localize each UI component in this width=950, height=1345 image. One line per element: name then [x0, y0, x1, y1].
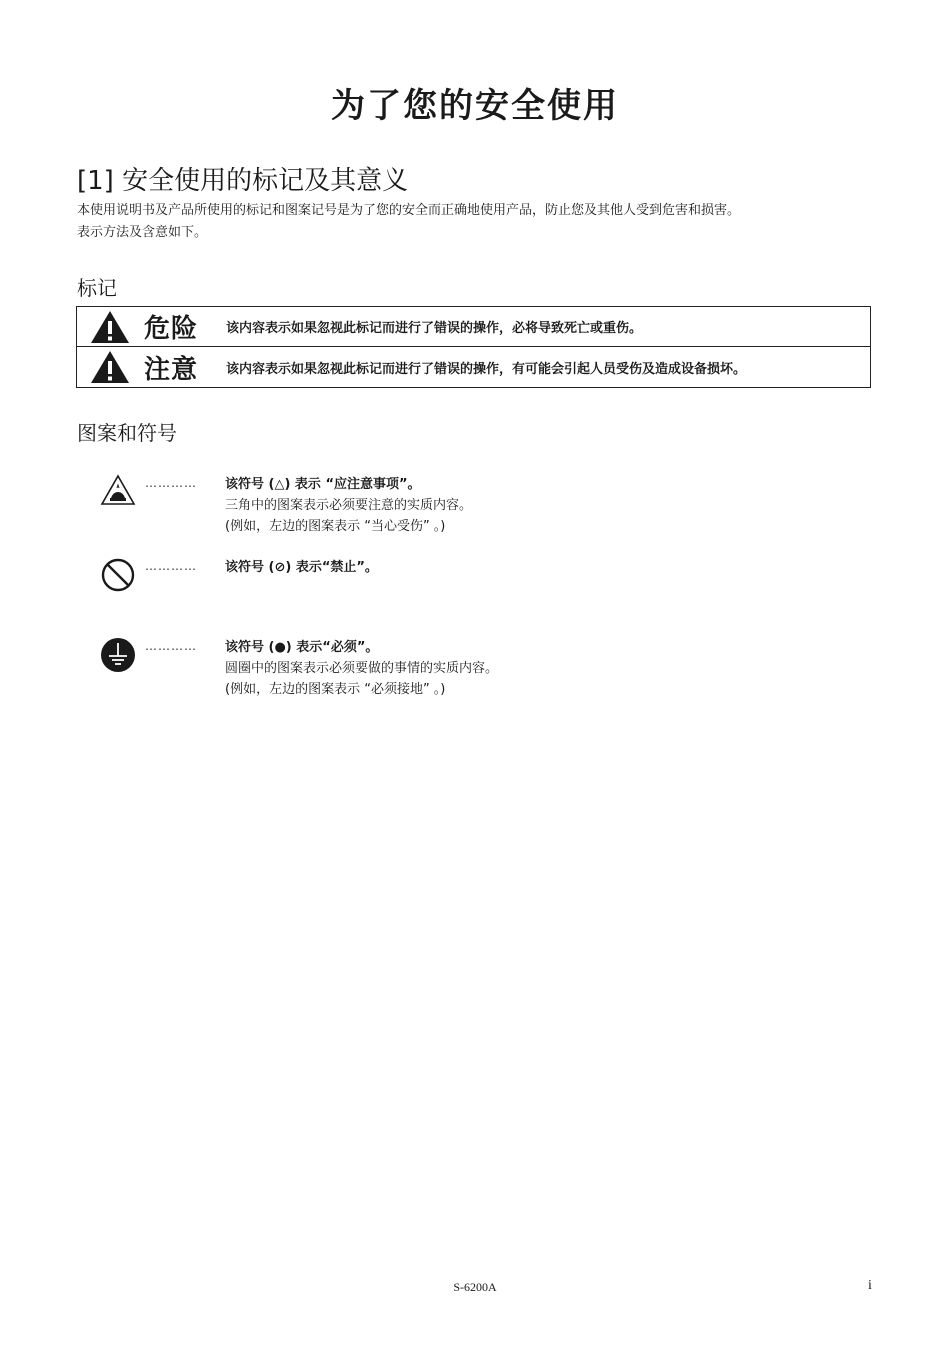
intro-line: 表示方法及含意如下。 [77, 225, 208, 240]
signal-row-danger [77, 307, 870, 347]
section-heading: [1] 安全使用的标记及其意义 [77, 166, 409, 196]
ground-mandatory-icon [100, 637, 136, 673]
intro-paragraph [77, 200, 897, 244]
symbol-detail-line: 三角中的图案表示必须要注意的实质内容。 [225, 498, 473, 513]
leader-dots: ………… [145, 639, 197, 653]
signal-description: 该内容表示如果忽视此标记而进行了错误的操作，有可能会引起人员受伤及造成设备损坏。 [226, 361, 747, 377]
symbol-detail-line: 圆圈中的图案表示必须要做的事情的实质内容。 [225, 661, 499, 676]
prohibition-icon [100, 557, 136, 593]
signal-description: 该内容表示如果忽视此标记而进行了错误的操作，必将导致死亡或重伤。 [226, 321, 643, 336]
caution-hand-triangle-icon [100, 474, 136, 506]
symbol-main-text: 该符号 (△) 表示 “应注意事项”。 [225, 477, 421, 492]
intro-line: 本使用说明书及产品所使用的标记和图案记号是为了您的安全而正确地使用产品，防止您及其他人受到危害和损害。 [77, 203, 741, 218]
signal-word: 危险 [144, 314, 199, 344]
signal-word-table [76, 306, 871, 388]
symbol-main-text: 该符号 (●) 表示“必须”。 [225, 640, 379, 655]
symbol-description [225, 474, 472, 537]
document-code: S-6200A [453, 1280, 497, 1294]
symbol-detail-line: (例如，左边的图案表示 “当心受伤” 。) [225, 519, 446, 534]
symbol-description [225, 637, 498, 700]
symbols-heading: 图案和符号 [77, 421, 177, 445]
page-number: i [868, 1278, 872, 1293]
page-title: 为了您的安全使用 [331, 86, 619, 126]
signal-word: 注意 [144, 354, 199, 385]
leader-dots: ………… [145, 559, 197, 573]
leader-dots: ………… [145, 476, 197, 490]
markers-heading: 标记 [77, 276, 117, 300]
symbol-detail-line: (例如，左边的图案表示 “必须接地” 。) [225, 682, 446, 697]
symbol-main-text: 该符号 (⊘) 表示“禁止”。 [225, 560, 378, 575]
signal-row-caution [77, 347, 870, 387]
warning-triangle-icon [90, 310, 130, 344]
warning-triangle-icon [90, 350, 130, 384]
symbol-description [225, 557, 378, 578]
